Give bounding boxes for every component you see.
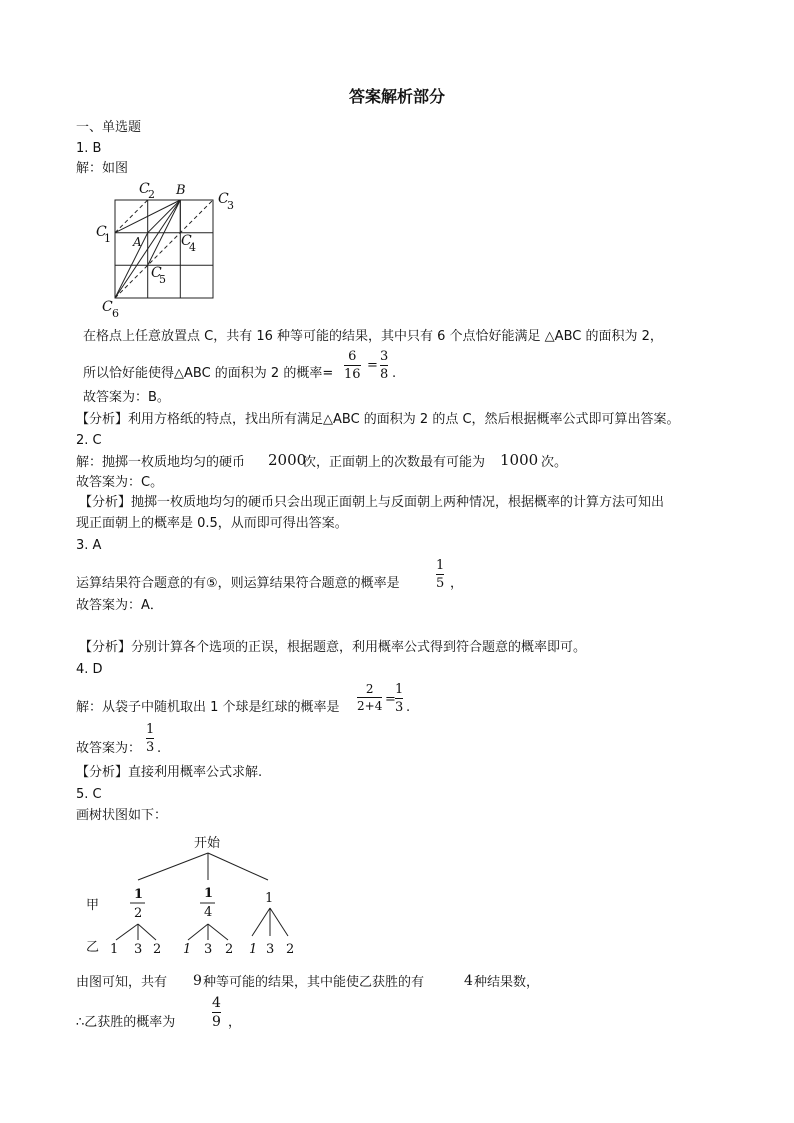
q4-answer-label: 故答案为： (76, 741, 142, 756)
q5-line-a: 由图可知，共有 (76, 975, 168, 990)
q4-line: 解：从袋子中随机取出 1 个球是红球的概率是 (76, 700, 340, 715)
q5-intro: 画树状图如下： (76, 808, 168, 823)
q4-period: . (406, 700, 411, 715)
q2-analysis-1: 【分析】抛掷一枚质地均匀的硬币只会出现正面朝上与反面朝上两种情况，根据概率的计算方法可知出 (79, 495, 665, 510)
q1-equals: = (367, 358, 378, 373)
q5-line-b: 种等可能的结果，其中能使乙获胜的有 (203, 975, 425, 990)
label-c2-sub: 2 (148, 188, 155, 201)
q2-line-b: 次，正面朝上的次数最有可能为 (303, 455, 486, 470)
label-c6: C (102, 299, 113, 315)
q1-answer: 故答案为：B。 (83, 390, 170, 405)
q1-fraction-2: 3 8 (380, 349, 389, 382)
tree-label-jia: 甲 (86, 898, 100, 913)
q2-line-c: 次。 (541, 455, 568, 470)
q3-answer: 故答案为：A． (76, 598, 163, 613)
q4-number: 4. D (76, 662, 103, 677)
tree-leaf: 1 (110, 942, 119, 957)
tree-leaf: 2 (153, 942, 162, 957)
label-c4: C (181, 233, 192, 249)
q1-analysis: 【分析】利用方格纸的特点，找出所有满足△ABC 的面积为 2 的点 C，然后根据概率公式即可算出答案。 (76, 412, 680, 427)
label-c2: C (139, 181, 150, 197)
q1-line1: 在格点上任意放置点 C，共有 16 种等可能的结果，其中只有 6 个点恰好能满足 △ABC 的面积为 2， (83, 329, 663, 344)
label-c3: C (218, 191, 229, 207)
page-title: 答案解析部分 (348, 87, 445, 106)
q1-line2: 所以恰好能使得△ABC 的面积为 2 的概率= (83, 366, 334, 381)
label-c4-sub: 4 (189, 241, 196, 254)
q4-analysis: 【分析】直接利用概率公式求解. (76, 765, 263, 780)
q4-answer-period: . (157, 741, 162, 756)
q2-answer: 故答案为：C。 (76, 475, 164, 490)
label-c1: C (96, 224, 107, 240)
label-c1-sub: 1 (104, 232, 111, 245)
tree-leaf: 3 (134, 942, 143, 957)
q4-equals: = (385, 692, 396, 707)
tree-label-yi: 乙 (86, 940, 100, 955)
q3-comma: ， (450, 576, 464, 591)
q5-therefore: ∴乙获胜的概率为 (76, 1015, 176, 1030)
tree-node3: 1 (265, 891, 274, 906)
q5-fraction: 4 9 (212, 995, 221, 1030)
q5-number: 5. C (76, 787, 102, 802)
tree-node2-den: 4 (204, 905, 213, 920)
tree-leaf: 1 (249, 942, 258, 957)
tree-node2-num: 1 (204, 886, 214, 901)
label-c6-sub: 6 (112, 307, 119, 320)
q2-count-1000: 1000 (500, 451, 539, 469)
q5-line-c: 种结果数， (474, 975, 540, 990)
tree-node1-den: 2 (134, 906, 143, 921)
q3-number: 3. A (76, 538, 102, 553)
q1-period: . (392, 366, 397, 381)
q2-line-a: 解：抛掷一枚质地均匀的硬币 (76, 455, 246, 470)
tree-node1-num: 1 (134, 887, 144, 902)
q3-analysis: 【分析】分别计算各个选项的正误，根据题意，利用概率公式得到符合题意的概率即可。 (79, 640, 587, 655)
tree-leaf: 1 (183, 942, 192, 957)
label-a: A (133, 235, 142, 249)
label-c3-sub: 3 (227, 199, 234, 212)
tree-leaf: 3 (204, 942, 213, 957)
q1-number: 1. B (76, 141, 102, 156)
q2-number: 2. C (76, 433, 102, 448)
q4-fraction-1: 2 2+4 (357, 682, 383, 713)
label-b: B (176, 183, 186, 198)
tree-root: 开始 (194, 836, 221, 851)
label-c5-sub: 5 (159, 273, 166, 286)
tree-leaf: 2 (225, 942, 234, 957)
section-heading: 一、单选题 (76, 120, 142, 135)
q1-fraction-1: 6 16 (344, 349, 361, 382)
q5-total-count: 9 (193, 973, 202, 989)
q2-count-2000: 2000 (268, 451, 307, 469)
q5-tree-diagram (80, 830, 310, 960)
q3-fraction: 1 5 (436, 558, 445, 591)
q3-line: 运算结果符合题意的有⑤，则运算结果符合题意的概率是 (76, 576, 400, 591)
q4-fraction-2: 1 3 (395, 682, 404, 715)
q2-analysis-2: 现正面朝上的概率是 0.5，从而即可得出答案。 (76, 516, 348, 531)
q5-win-count: 4 (464, 973, 473, 989)
q4-answer-fraction: 1 3 (146, 722, 155, 755)
label-c5: C (151, 265, 162, 281)
tree-leaf: 2 (286, 942, 295, 957)
q1-grid-figure (90, 178, 250, 320)
q1-intro: 解：如图 (76, 161, 129, 176)
tree-leaf: 3 (266, 942, 275, 957)
q5-comma: ， (228, 1015, 242, 1030)
